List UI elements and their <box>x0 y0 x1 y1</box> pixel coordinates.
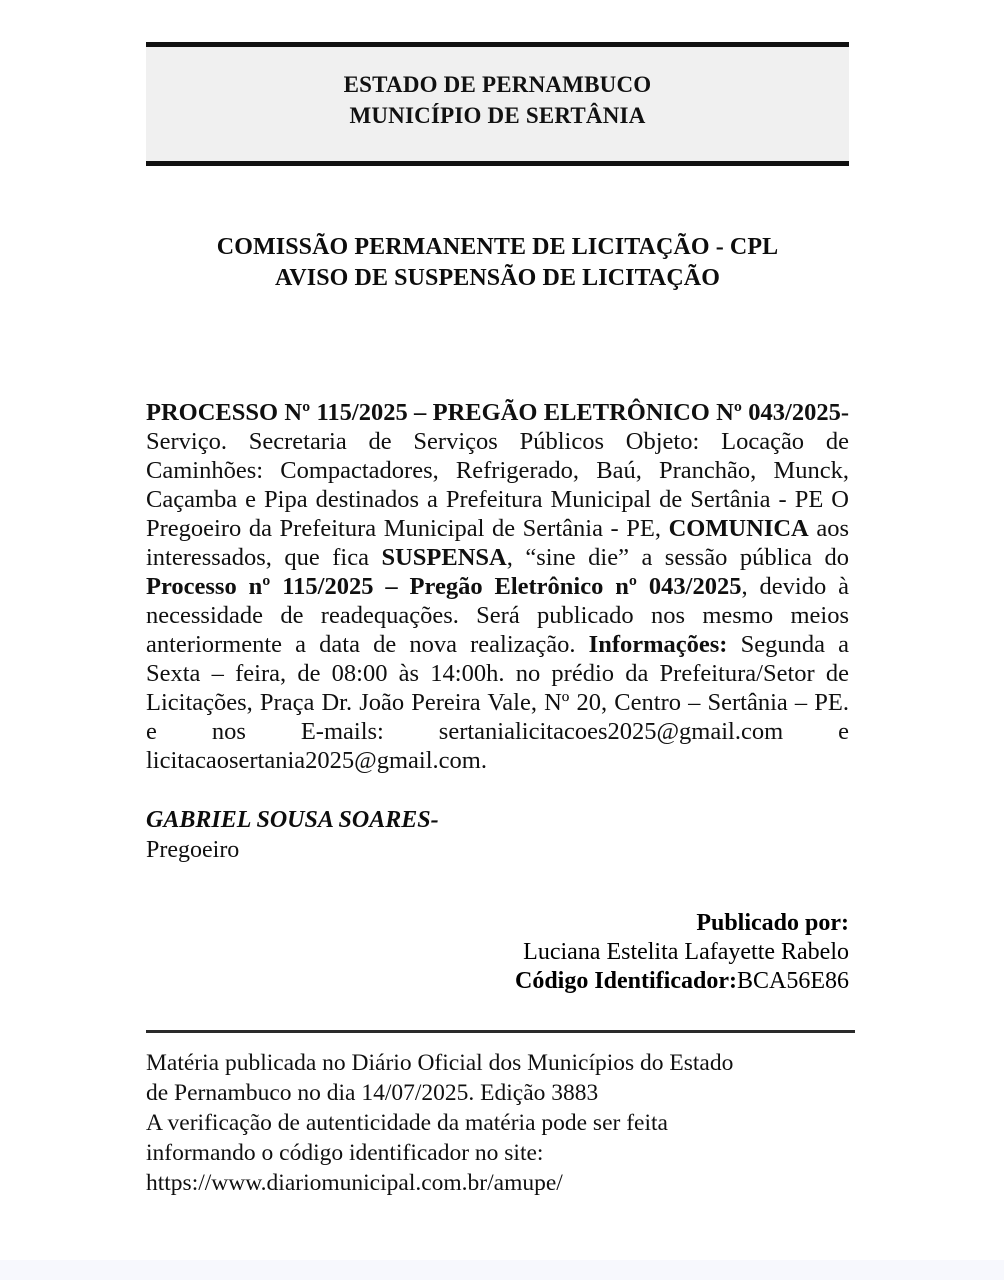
document-heading <box>146 232 849 294</box>
footer-publication-line-1: Matéria publicada no Diário Oficial dos Municípios do Estado <box>146 1050 734 1076</box>
identifier-code-value: BCA56E86 <box>736 968 849 994</box>
notice-informacoes-label: Informações: <box>588 631 728 658</box>
identifier-code-label: Código Identificador: <box>514 968 737 994</box>
notice-process-reference-repeat: Processo nº 115/2025 – Pregão Eletrônico nº 043/2025 <box>146 573 742 600</box>
masthead-municipality-name: MUNICÍPIO DE SERTÂNIA <box>349 103 646 128</box>
signatory-role: Pregoeiro <box>146 837 240 863</box>
identifier-code-line <box>146 967 849 996</box>
document-content-column <box>146 0 849 1198</box>
footer-verification-line-2: informando o código identificador no site: <box>146 1140 544 1166</box>
notice-suspensa-keyword: SUSPENSA <box>381 544 507 571</box>
notice-text-sine-die: , “sine die” a sessão pública do <box>506 544 849 571</box>
masthead-banner <box>146 42 849 166</box>
published-by-label: Publicado por: <box>696 910 849 936</box>
masthead-state-name: ESTADO DE PERNAMBUCO <box>343 72 652 97</box>
page-bottom-strip <box>0 1260 1004 1280</box>
heading-notice-line: AVISO DE SUSPENSÃO DE LICITAÇÃO <box>275 265 720 291</box>
notice-object-text: Serviço. Secretaria de Serviços Públicos Objeto: Locação de Caminhões: Compactadores, Refrigerado, Baú, Pranchão, Munck, Caçamba e Pipa destinados a Prefeitura Municipal de Sertânia - PE O Pregoeiro da Prefeitura Municipal de Sertânia - PE, <box>146 428 849 542</box>
footer-publication-line-2: de Pernambuco no dia 14/07/2025. Edição 3883 <box>146 1080 599 1106</box>
footer-block <box>146 1048 849 1198</box>
footer-verification-line-1: A verificação de autenticidade da matéria pode ser feita <box>146 1110 668 1136</box>
notice-process-reference: PROCESSO Nº 115/2025 – PREGÃO ELETRÔNICO Nº 043/2025- <box>146 399 849 426</box>
footer-verification-url[interactable]: https://www.diariomunicipal.com.br/amupe/ <box>146 1170 563 1196</box>
notice-body <box>146 398 849 775</box>
signatory-name: GABRIEL SOUSA SOARES- <box>146 807 439 833</box>
notice-contact-details: Segunda a Sexta – feira, de 08:00 às 14:00h. no prédio da Prefeitura/Setor de Licitações, Praça Dr. João Pereira Vale, Nº 20, Centro – Sertânia – PE. e nos E-mails: sertanialicitacoes2025@gmail.com e licitacaosertania2025@gmail.com. <box>146 631 849 774</box>
heading-commission-line: COMISSÃO PERMANENTE DE LICITAÇÃO - CPL <box>216 234 779 260</box>
published-by-person: Luciana Estelita Lafayette Rabelo <box>523 939 849 965</box>
footer-divider <box>146 1030 855 1033</box>
notice-text-after-comunica: aos interessados, que fica <box>146 515 849 571</box>
notice-comunica-keyword: COMUNICA <box>668 515 809 542</box>
notice-paragraph <box>146 398 849 775</box>
notice-reason-text: , devido à necessidade de readequações. Será publicado nos mesmo meios anteriormente a data de nova realização. <box>146 573 849 658</box>
published-by-block <box>146 909 849 996</box>
signature-block <box>146 805 849 865</box>
